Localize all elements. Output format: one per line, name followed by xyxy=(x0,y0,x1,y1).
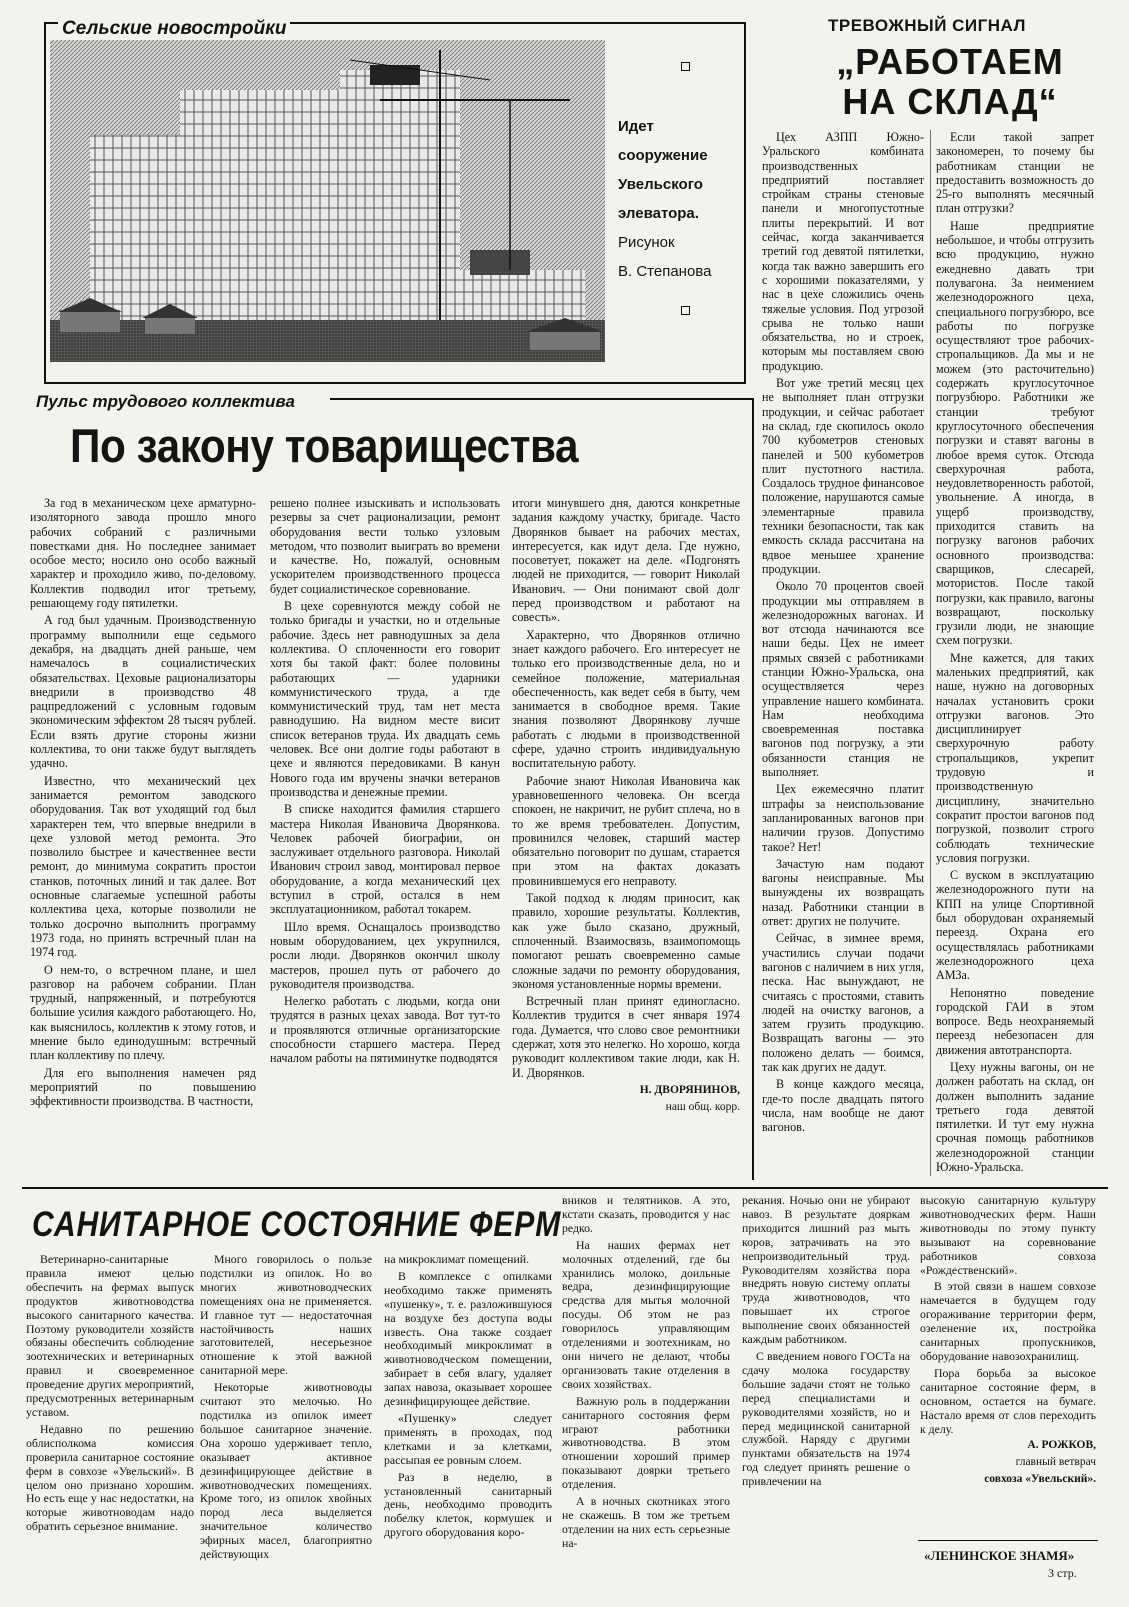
paragraph: В этой связи в нашем совхозе намечается в будущем году огораживание территории ферм, озеленение их, постройка санитарных пропускников, оборудование навозохранилищ. xyxy=(920,1279,1096,1363)
paragraph: Встречный план принят единогласно. Коллектив трудится в счет января 1974 года. Думается, что слово свое ремонтники сдержат, хотя это нелегко. Но хорошо, когда руководит коллективом такие люди, как Н. И. Дворянков. xyxy=(512,994,740,1080)
paragraph: Наше предприятие небольшое, и чтобы отгрузить всю продукцию, нужно ежедневно давать три полувагона. За неимением железнодорожного цеха, специального погрузбюро, все работы по погрузке осуществляют трое рабочих-стропальщиков. Да мы и не можем (это расточительно) содержать круглосуточное погрузбюро. Работники же станции требуют круглосуточного обеспечения погрузки и ставят вагоны в любое время суток. Отсюда сверхурочная работа, неудовлетворенность работой, увольнение. А иногда, в ущерб производству, приходится ставить на погрузку вагонов рабочих основного производства: сварщиков, слесарей, мотористов. После такой погрузки, как правило, вагоны возвращают, поскольку грузили люди, не знающие схем погрузки. xyxy=(936,218,1094,648)
pulse-column-3 xyxy=(512,496,740,1174)
caption-line: Увельского xyxy=(618,176,703,193)
signature: Н. ДВОРЯНИНОВ, xyxy=(639,1083,740,1096)
paragraph: С введением нового ГОСТа на сдачу молока государству большие задачи стоят не только перед специалистами и руководителями хозяйств, но и перед медицинской санитарной службой. Наряду с другими пунктами обязательств на 1974 год следует принять решение о привлечении на xyxy=(742,1348,910,1489)
paragraph: Цех ежемесячно платит штрафы за неиспользование запланированных вагонов при наличии грузов. Допустимо такое? Нет! xyxy=(762,782,924,854)
square-marker xyxy=(681,62,690,71)
paragraph: Непонятно поведение городской ГАИ в этом вопросе. Ведь неохраняемый переезд небезопасен для движения автотранспорта. xyxy=(936,985,1094,1057)
paragraph: С вуском в эксплуатацию железнодорожного пути на КПП на улице Спортивной был оборудован охраняемый переезд. Охрана его осуществлялась работниками железнодорожного цеха АМЗа. xyxy=(936,868,1094,983)
paragraph: А в ночных скотниках этого не скажешь. В том же третьем отделении на них есть серьезные на- xyxy=(562,1494,730,1550)
paragraph: Важную роль в поддержании санитарного состояния ферм играют работники животноводства. В этом отношении хороший пример показывают доярки третьего отделения. xyxy=(562,1393,730,1492)
square-marker xyxy=(681,306,690,315)
paragraph: «Пушенку» следует применять в проходах, под клетками и за клетками, рассыпая ее ровным слоем. xyxy=(384,1410,552,1467)
paragraph: Цех АЗПП Южно-Уральского комбината производственных предприятий поставляет стройкам страны стеновые панели и многопустотные плиты перекрытий. И вот сейчас, когда заканчивается третий год девятой пятилетки, когда так важно завершить его с хорошими показателями, у нас в цехе сложились очень тяжелые условия. Под угрозой срыва не только наши обязательства, но и строек, которым мы поставляем свою продукцию. xyxy=(762,130,924,373)
page-number: 3 стр. xyxy=(1048,1566,1077,1580)
paragraph: Вот уже третий месяц цех не выполняет план отгрузки продукции, и сейчас работает на склад, где скопилось около 700 кубометров стеновых панелей и 500 кубометров плит пустотного настила. Создалось трудное финансовое положение, нарушаются самые элементарные правила техники безопасности, так как емкость склада рассчитана на вдвое меньшее хранение продукции. xyxy=(762,376,924,576)
farms-column-4 xyxy=(562,1194,730,1603)
paragraph: решено полнее изыскивать и использовать резервы за счет рационализации, ремонт оборудования вести только узловым методом, что позволит выиграть во времени и качестве. Но, пожалуй, основным ускорителем производственного процесса будет социалистическое соревнование. xyxy=(270,496,500,596)
paragraph: Характерно, что Дворянков отлично знает каждого рабочего. Его интересует не только его производственные дела, но и семейное положение, материальная обеспеченность, как ведет себя в быту, чем занимается в свободное время. Такие знания позволяют Дворянкову лучше работать с людьми в производственной сфере, удачно строить индивидуальную воспитательную работу. xyxy=(512,627,740,771)
paragraph: вников и телятников. А это, кстати сказать, проводится у нас редко. xyxy=(562,1194,730,1235)
farms-title: САНИТАРНОЕ СОСТОЯНИЕ ФЕРМ xyxy=(32,1205,562,1244)
pulse-column-2 xyxy=(270,496,500,1174)
paragraph: Недавно по решению облисполкома комиссия проверила санитарное состояние ферм в совхозе «Увельский». В целом оно признано хорошим. Но есть еще у нас недостатки, на которые животноводам надо обратить серьезное внимание. xyxy=(26,1421,194,1534)
caption-line: Рисунок xyxy=(618,234,675,251)
paragraph: Сейчас, в зимнее время, участились случаи подачи вагонов с наличием в них угля, песка. Нас вынуждают, не считаясь с простоями, ставить людей на очистку вагонов, а затем грузить продукцию. Возвращать вагоны — это положено делать — боимся, так как других не дадут. xyxy=(762,931,924,1074)
paragraph: Цеху нужны вагоны, он не должен работать на склад, он должен выполнить задание третьего года девятой пятилетки. И тут ему нужна срочная помощь работников железнодорожной станции Южно-Уральска. xyxy=(936,1060,1094,1175)
paragraph: На наших фермах нет молочных отделений, где бы хранились молоко, доильные ведра, дезинфицирующие средства для мытья молочной посуды. Об этом не раз говорилось управляющим отделениями и зоотехникам, но они ничего не делают, чтобы организовать такие отделения в своих хозяйствах. xyxy=(562,1237,730,1391)
alarm-column-1 xyxy=(762,130,924,1176)
paragraph: В комплексе с опилками необходимо также применять «пушенку», т. е. разложившуюся на воздухе без доступа воды известь. Она также создает необходимый микроклимат в животноводческом помещении, забирает в себя влагу, удаляет запах навоза, оказывает хорошее дезинфицирующее действие. xyxy=(384,1268,552,1409)
farms-column-3 xyxy=(384,1253,552,1603)
farms-column-1 xyxy=(26,1253,194,1603)
paragraph: Много говорилось о пользе подстилки из опилок. Но во многих животноводческих помещениях она не применяется. И главное тут — недостаточная настойчивость наших заготовителей, несерьезное отношение к этой важной санитарной мере. xyxy=(200,1253,372,1378)
pulse-title: По закону товарищества xyxy=(70,419,579,472)
farms-column-6 xyxy=(920,1194,1096,1538)
elevator-illustration xyxy=(50,40,605,362)
paragraph: Для его выполнения намечен ряд мероприятий по повышению эффективности производства. В частности, xyxy=(30,1065,256,1109)
caption-line: элеватора. xyxy=(618,205,699,222)
paragraph: Ветеринарно-санитарные правила имеют целью обеспечить на фермах выпуск продуктов животноводства высокого санитарного качества. Поэтому руководители хозяйств обязаны обеспечить соблюдение зоотехнических и ветеринарных правил и своевременное проведение других мероприятий, предусмотренных ветеринарным уставом. xyxy=(26,1253,194,1419)
paragraph: В цехе соревнуются между собой не только бригады и участки, но и отдельные рабочие. Здесь нет равнодушных за дела коллектива. О сплоченности его говорит хотя бы такой факт: более половины работающих — ударники коммунистического труда, а где коммунистический труд, там нет места равнодушию. На видном месте висит список ветеранов труда. Их двадцать семь человек. Все они долгие годы работают в цехе и являются передовиками. В канун Нового года им вручены значки ветеранов производства и денежные премии. xyxy=(270,599,500,799)
paragraph: Известно, что механический цех занимается ремонтом заводского оборудования. Так вот уходящий год был характерен тем, что впервые внедрили в цехе узловой метод ремонта. Это позволило быстрее и качественнее вести ремонт, до минимума сократить простои станков, поточных линий и так далее. Вот основные слагаемые успешной работы коллектива цеха, которые позволили не только досрочно выполнить программу 1973 года, но принять встречный план на 1974 год. xyxy=(30,773,256,960)
pulse-column-1 xyxy=(30,496,256,1174)
paragraph: Шло время. Оснащалось производство новым оборудованием, цех укрупнился, росли люди. Дворянков окончил школу мастеров, прошел путь от рабочего до руководителя производства. xyxy=(270,919,500,991)
alarm-title-line: НА СКЛАД“ xyxy=(842,81,1058,122)
alarm-rubric: ТРЕВОЖНЫЙ СИГНАЛ xyxy=(828,16,1026,35)
paragraph: А год был удачным. Производственную программу выполнили еще седьмого декабря, на двадцать дней раньше, чем намечалось в социалистических обязательствах. Цеховые рационализаторы внедрили в производство 48 рацпредложений с условным годовым экономическим эффектом 28 тысяч рублей. Если взять другие стороны жизни коллектива, то они также будут выглядеть удачно. xyxy=(30,613,256,771)
paragraph: Около 70 процентов своей продукции мы отправляем в железнодорожных вагонах. И вот отсюда начинаются все наши беды. Цех не имеет прямых связей с работниками станции Южно-Уральска, она осуществляется через управление нашего комбината. Нам необходима своевременная поставка вагонов под погрузку, а эти обязанности станция не выполняет. xyxy=(762,579,924,780)
paragraph: Если такой запрет закономерен, то почему бы работникам станции не предоставить возможность до 25-го выполнять месячный план отгрузки? xyxy=(936,130,1094,216)
paragraph: высокую санитарную культуру животноводческих ферм. Наши животноводы по этому пункту вызывают на соревнование работников совхоза «Рождественский». xyxy=(920,1194,1096,1277)
paragraph: итоги минувшего дня, даются конкретные задания каждому участку, бригаде. Часто Дворянков бывает на рабочих местах, интересуется, как идут дела. Где нужно, посоветует, покажет на деле. «Подгонять людей не приходится, — говорит Николай Иванович. — Они понимают свой долг перед производством и работают на совесть». xyxy=(512,496,740,625)
paragraph: О нем-то, о встречном плане, и шел разговор на рабочем собрании. План трудный, напряженный, и потребуются большие усилия каждого работающего. Но, как выяснилось, коллектив к этому готов, и мнение было единодушным: встречный план коллективу по плечу. xyxy=(30,962,256,1063)
farms-column-2 xyxy=(200,1253,372,1603)
paragraph: Нелегко работать с людьми, когда они трудятся в разных цехах завода. Вот тут-то и проявляются отличные организаторские способности старшего мастера. Перед началом работы на пятиминутке подводятся xyxy=(270,994,500,1066)
paragraph: Такой подход к людям приносит, как правило, хорошие результаты. Коллектив, как уже было сказано, дружный, сплоченный. Взаимосвязь, взаимопомощь помогают решать своевременно самые сложные задачи по ремонту оборудования, экономя установленные нормы времени. xyxy=(512,891,740,991)
paragraph: В конце каждого месяца, где-то после двадцать пятого числа, нам вообще не дают вагонов. xyxy=(762,1077,924,1135)
paragraph: Некоторые животноводы считают это мелочью. Но подстилка из опилок имеет большое санитарное значение. Она хорошо удерживает тепло, оказывает активное дезинфицирующее действие в животноводческих помещениях. Кроме того, из опилок хвойных пород леса выделяется значительное количество эфирных масел, благоприятно действующих xyxy=(200,1380,372,1562)
newspaper-name: «ЛЕНИНСКОЕ ЗНАМЯ» xyxy=(924,1548,1075,1563)
paragraph: Пора борьба за высокое санитарное состояние ферм, в основном, остается на бумаге. Настало время от слов переходить к делу. xyxy=(920,1365,1096,1436)
paragraph: В списке находится фамилия старшего мастера Николая Ивановича Дворянкова. Человек рабочей биографии, он заслуживает отдельного разговора. Николай Иванович строил завод, монтировал первое оборудование, а когда механический цех вступил в строй, остался в нем эксплуатационником, работал токарем. xyxy=(270,802,500,917)
paragraph: За год в механическом цехе арматурно-изоляторного завода прошло много рабочих собраний с различными повестками дня. Но последнее занимает особое место; носило оно особо важный характер и проходило живо, по-деловому. Коллектив подводил итог третьему, решающему году пятилетки. xyxy=(30,496,256,611)
pulse-rubric: Пульс трудового коллектива xyxy=(36,392,295,411)
elevator-caption xyxy=(618,112,738,286)
paragraph: Зачастую нам подают вагоны неисправные. Мы вынуждены их возвращать назад. Работники станции в ответ: других не получите. xyxy=(762,856,924,929)
paragraph: Мне кажется, для таких маленьких предприятий, как наше, нужно на договорных началах установить сроки отгрузки вагонов. Это дисциплинирует сверхурочную работу стропальщиков, укрепит трудовую и производственную дисциплину, значительно сократит простои вагонов под погрузкой, позволит строго соблюдать технические условия погрузки. xyxy=(936,650,1094,865)
farms-column-5 xyxy=(742,1194,910,1603)
paragraph: Раз в неделю, в установленный санитарный день, необходимо проводить побелку клеток, кормушек и другого оборудования коро- xyxy=(384,1469,552,1540)
caption-line: Идет xyxy=(618,118,654,135)
paragraph: на микроклимат помещений. xyxy=(384,1253,530,1266)
signature: А. РОЖКОВ, xyxy=(1027,1439,1096,1452)
paragraph: Рабочие знают Николая Ивановича как уравновешенного человека. Он всегда спокоен, не накричит, не рубит сплеча, но в то же время требователен. Допустим, провинился человек, старший мастер обязательно поговорит по душам, старается при этом на фактах доказать провинившемуся его неправоту. xyxy=(512,773,740,888)
elevator-rubric: Сельские новостройки xyxy=(58,18,290,40)
alarm-title xyxy=(800,42,1100,122)
alarm-column-2 xyxy=(936,130,1094,1176)
caption-line: сооружение xyxy=(618,147,708,164)
signature-title: наш общ. корр. xyxy=(665,1101,740,1114)
elevator-drawing xyxy=(50,40,605,362)
alarm-title-line: „РАБОТАЕМ xyxy=(836,41,1064,82)
signature-title: совхоза «Увельский». xyxy=(984,1473,1096,1486)
paragraph: рекания. Ночью они не убирают навоз. В результате дояркам приходится лишний раз мыть коров, затрачивать на это непроизводительный труд. Руководителям хозяйства пора внедрять новую систему оплаты труда животноводов, что повышает их строгое выполнение своих обязанностей каждым работником. xyxy=(742,1194,910,1347)
signature-title: главный ветврач xyxy=(1015,1456,1096,1469)
caption-line: В. Степанова xyxy=(618,263,712,280)
